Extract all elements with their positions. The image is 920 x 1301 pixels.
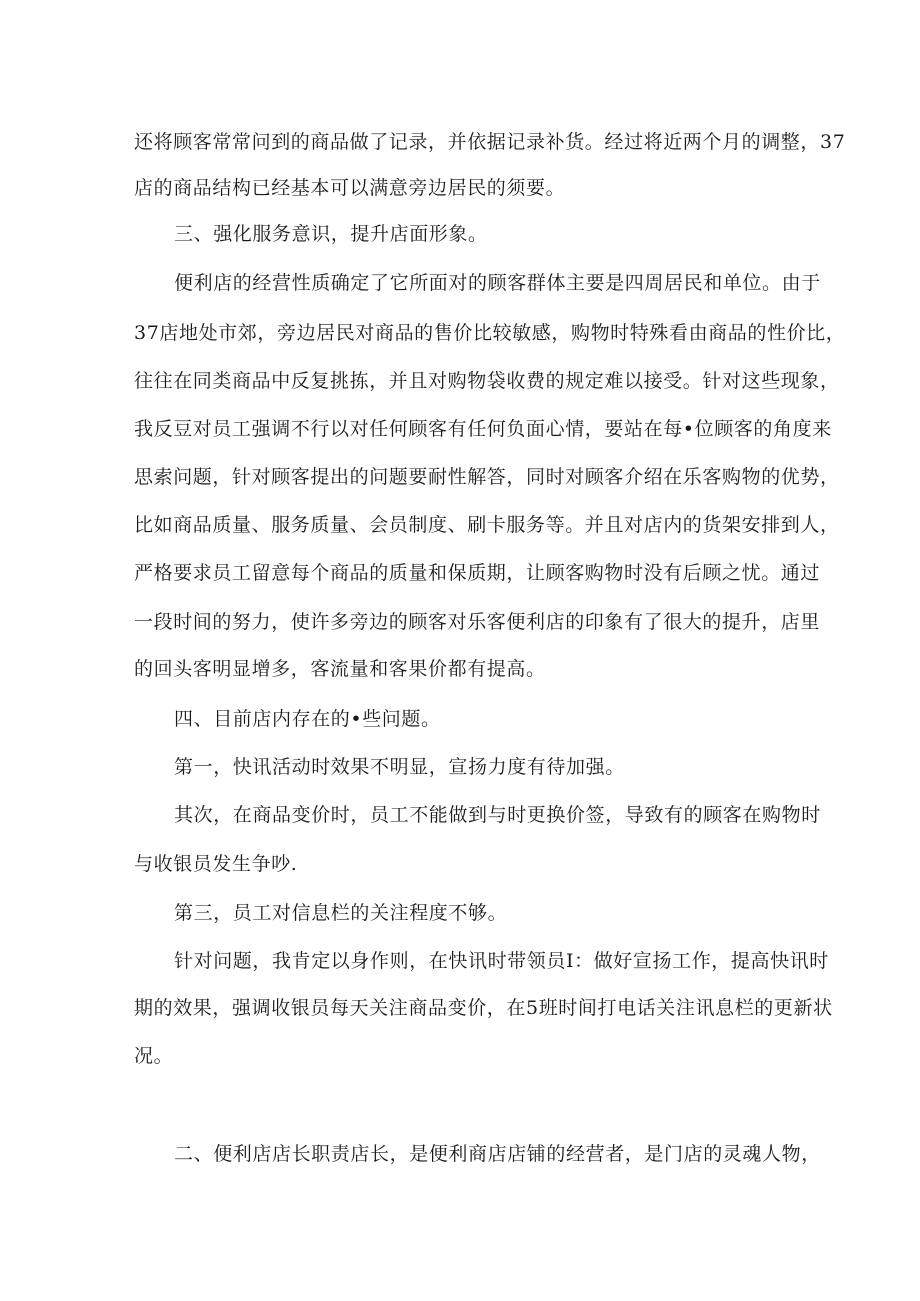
paragraph-line: 店的商品结构已经基本可以满意旁边居民的须要。 — [134, 177, 566, 199]
paragraph-line: 一段时间的努力，使许多旁边的顾客对乐客便利店的印象有了很大的提升，店里 — [134, 611, 821, 633]
paragraph-line: 便利店的经营性质确定了它所面对的顾客群体主要是四周居民和单位。由于 — [174, 272, 821, 294]
paragraph-line: 严格要求员工留意每个商品的质量和保质期，让顾客购物时没有后顾之忧。通过 — [134, 562, 821, 584]
section-heading-4: 四、目前店内存在的•些问题。 — [174, 708, 441, 730]
paragraph-line: 况。 — [134, 1045, 174, 1067]
paragraph-line: 的回头客明显增多，客流量和客果价都有提高。 — [134, 658, 546, 680]
paragraph-line: 思索问题，针对顾客提出的问题要耐性解答，同时对顾客介绍在乐客购物的优势， — [134, 466, 840, 488]
issue-line: 第一，快讯活动时效果不明显，宣扬力度有待加强。 — [174, 756, 625, 778]
paragraph-line: 我反豆对员工强调不行以对任何顾客有任何负面心情，要站在每•位顾客的角度来 — [134, 418, 832, 440]
section-heading-3: 三、强化服务意识，提升店面形象。 — [174, 223, 488, 245]
paragraph-line: 还将顾客常常问到的商品做了记录，并依据记录补货。经过将近两个月的调整，37 — [134, 131, 846, 153]
paragraph-line: 37店地处市郊，旁边居民对商品的售价比较敏感，购物时特殊看由商品的性价比， — [134, 322, 846, 344]
paragraph-line: 往往在同类商品中反复挑拣，并且对购物袋收费的规定难以接受。针对这些现象， — [134, 370, 840, 392]
issue-line: 第三，员工对信息栏的关注程度不够。 — [174, 902, 508, 924]
issue-line: 与收银员发生争吵. — [134, 853, 298, 875]
issue-line: 其次，在商品变价时，员工不能做到与时更换价签，导致有的顾客在购物时 — [174, 804, 821, 826]
section-heading-2: 二、便利店店长职责店长，是便利商店店铺的经营者，是门店的灵魂人物， — [174, 1143, 821, 1165]
paragraph-line: 针对问题，我肯定以身作则，在快讯时带领员I：做好宣扬工作，提高快讯时 — [174, 950, 829, 972]
paragraph-line: 期的效果，强调收银员每天关注商品变价，在5班时间打电话关注讯息栏的更新状 — [134, 997, 833, 1019]
paragraph-line: 比如商品质量、服务质量、会员制度、刷卡服务等。并且对店内的货架安排到人， — [134, 514, 840, 536]
